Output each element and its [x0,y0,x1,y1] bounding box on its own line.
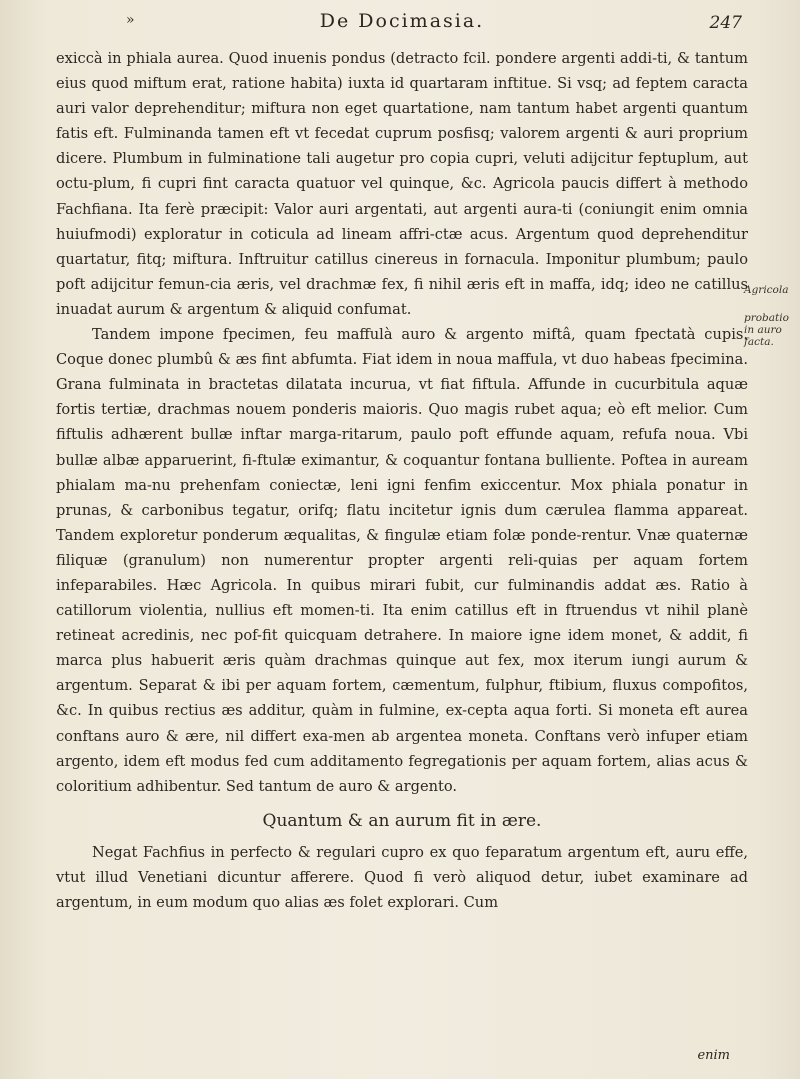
paragraph: exiccà in phiala aurea. Quod inuenis pondus (detracto fcil. pondere argenti addi-ti, & tantum eius quod miftum erat, ratione habita) iuxta id quartaram inftitue. Si vsq; ad feptem caracta auri valor deprehenditur; miftura non eget quartatione, nam tantum habet argenti quantum fatis eft. Fulminanda tamen eft vt fecedat cuprum posfisq; valorem argenti & auri proprium dicere. Plumbum in fulminatione tali augetur pro copia cupri, veluti adijcitur feptuplum, aut octu-plum, fi cupri fint caracta quatuor vel quinque, &c. Agricola paucis differt à methodo Fachfiana. Ita ferè præcipit: Valor auri argentati, aut argenti aura-ti (coniungit enim omnia huiufmodi) exploratur in coticula ad lineam affri-ctæ acus. Argentum quod deprehenditur quartatur, fitq; miftura. Inftruitur catillus cinereus in fornacula. Imponitur plumbum; paulo poft adijcitur femun-cia æris, vel drachmæ fex, fi nihil æris eft in maffa, idq; ideo ne catillus inuadat aurum & argentum & aliquid confumat. [56,50,748,318]
body-text [56,46,748,915]
catchword: enim [697,1048,730,1063]
section-heading: Quantum & an aurum fit in ære. [262,810,542,831]
page-number: 247 [709,13,742,33]
running-header [56,8,748,38]
running-title: De Docimasia. [319,10,485,32]
paragraph: Negat Fachfius in perfecto & regulari cupro ex quo feparatum argentum eft, auru effe, vtut illud Venetiani dicuntur afferere. Quod fi verò aliquod detur, iubet examinare ad argentum, in eum modum quo alias æs folet explorari. Cum [56,843,748,912]
margin-note-agricola: Agricola [744,284,789,296]
margin-note-probatio: probatio in auro facta. [744,312,789,348]
paragraph: Tandem impone fpecimen, feu maffulà auro & argento miftâ, quam fpectatà cupis. Coque donec plumbû & æs fint abfumta. Fiat idem in noua maffula, vt duo habeas fpecimina. Grana fulminata in bractetas dilatata incurua, vt fiat fiftula. Affunde in cucurbitula aquæ fortis tertiæ, drachmas nouem ponderis maioris. Quo magis rubet aqua; eò eft melior. Cum fiftulis adhærent bullæ inftar marga-ritarum, paulo poft effunde aquam, refufa noua. Vbi bullæ albæ apparuerint, fi-ftulæ eximantur, & coquantur fontana bulliente. Poftea in auream phialam ma-nu prehenfam coniectæ, leni igni fenfim exiccentur. Mox phiala ponatur in prunas, & carbonibus tegatur, orifq; flatu incitetur ignis dum cærulea flamma appareat. Tandem exploretur ponderum æqualitas, & fingulæ etiam folæ ponde-rentur. Vnæ quaternæ filiquæ (granulum) non numerentur propter argenti reli-quias per aquam fortem infeparabiles. Hæc Agricola. In quibus mirari fubit, cur fulminandis addat æs. Ratio à catillorum violentia, nullius eft momen-ti. Ita enim catillus eft in ftruendus vt nihil planè retineat acredinis, nec pof-fit quicquam detrahere. In maiore igne idem monet, & addit, fi marca plus habuerit æris quàm drachmas quinque aut fex, mox iterum iungi aurum & argentum. Separat & ibi per aquam fortem, cæmentum, fulphur, ftibium, fluxus compofitos, &c. In quibus rectius æs additur, quàm in fulmine, ex-cepta aqua forti. Si moneta eft aurea conftans auro & ære, nil differt exa-men ab argentea moneta. Conftans verò infuper etiam argento, idem eft modus fed cum additamento fegregationis per aquam fortem, alias acus & coloritium adhibentur. Sed tantum de auro & argento. [56,326,748,795]
header-mark: » [126,12,135,28]
